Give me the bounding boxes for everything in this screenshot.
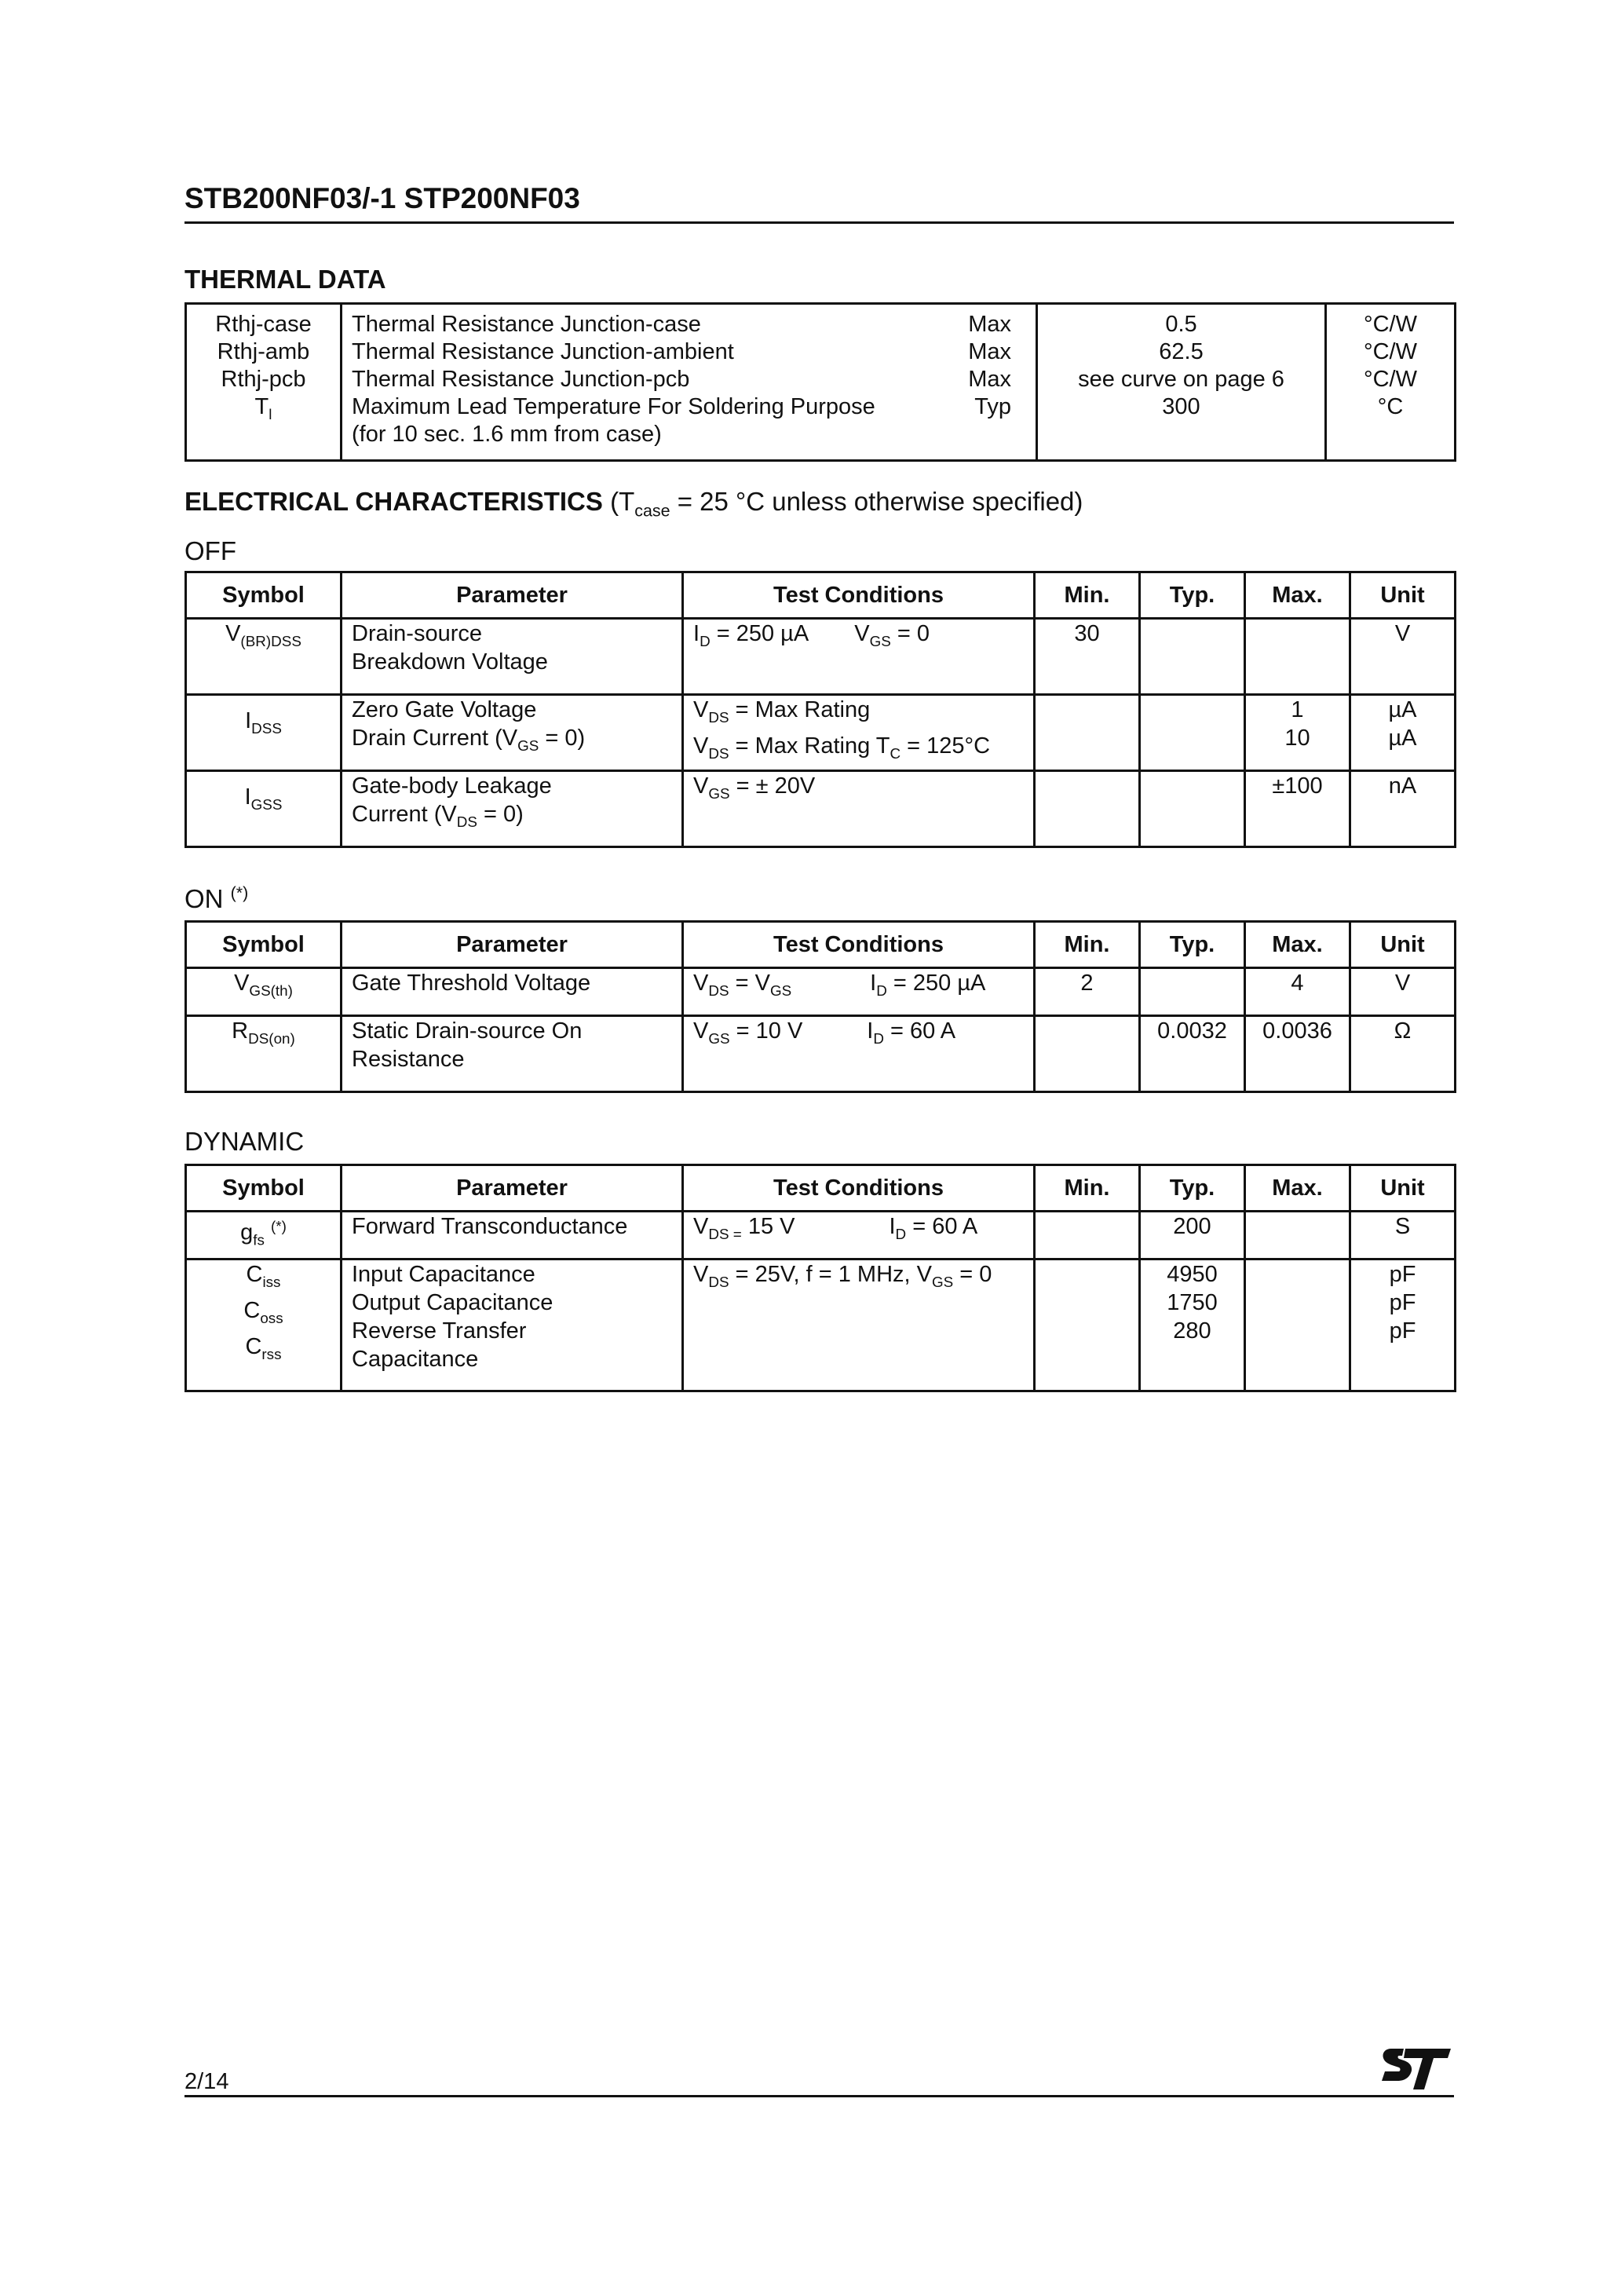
col-min: Min. [1035,1165,1140,1212]
col-unit: Unit [1350,572,1456,619]
test-conditions-cell: $V_{DS} = 25V$, f = 1 MHz, $V_{GS} = 0$ [683,1260,1035,1391]
min-cell [1035,771,1140,847]
col-min: Min. [1035,572,1140,619]
test-conditions-cell: $V_{DS =}$ 15 V $I_D = 60$ A [683,1212,1035,1260]
symbol-cell: $g_{fs}$ (*) [186,1212,342,1260]
thermal-parameters-cell [342,304,1037,461]
typ-cell: 4950 1750 280 [1140,1260,1245,1391]
table-row [186,771,1456,847]
col-max: Max. [1245,1165,1350,1212]
test-conditions-cell: $I_D = 250$ µA $V_{GS} = 0$ [683,619,1035,695]
col-test-conditions: Test Conditions [683,922,1035,968]
symbol-cell: $R_{DS(on)}$ [186,1016,342,1092]
max-cell: 4 [1245,968,1350,1016]
symbol-cell: $V_{GS(th)}$ [186,968,342,1016]
document-title: STB200NF03/-1 STP200NF03 [184,182,580,214]
min-cell: 2 [1035,968,1140,1016]
thermal-kind: Max [968,339,1011,364]
col-symbol: Symbol [186,922,342,968]
symbol-cell: $V_{(BR)DSS}$ [186,619,342,695]
col-symbol: Symbol [186,572,342,619]
max-cell: ±100 [1245,771,1350,847]
on-section-label: ON (*) [184,883,249,913]
col-min: Min. [1035,922,1140,968]
thermal-param: Thermal Resistance Junction-ambient [352,339,734,364]
parameter-cell: Drain-source Breakdown Voltage [342,619,683,695]
col-symbol: Symbol [186,1165,342,1212]
min-cell [1035,695,1140,771]
parameter-cell: Input Capacitance Output Capacitance Reverse Transfer Capacitance [342,1260,683,1391]
unit-cell: S [1350,1212,1456,1260]
col-parameter: Parameter [342,572,683,619]
unit-cell: Ω [1350,1016,1456,1092]
parameter-cell: Gate Threshold Voltage [342,968,683,1016]
max-cell [1245,1260,1350,1391]
test-conditions-cell: $V_{GS}$ = ± 20V [683,771,1035,847]
parameter-cell: Forward Transconductance [342,1212,683,1260]
test-conditions-cell: $V_{GS} = 10$ V $I_D = 60$ A [683,1016,1035,1092]
parameter-cell: Static Drain-source On Resistance [342,1016,683,1092]
thermal-data-heading: THERMAL DATA [184,265,386,294]
col-parameter: Parameter [342,1165,683,1212]
thermal-value: 300 [1162,394,1200,419]
symbol-cell: $I_{DSS}$ [186,695,342,771]
page-number: 2/14 [184,2069,229,2094]
thermal-unit: °C [1377,394,1404,419]
col-unit: Unit [1350,922,1456,968]
min-cell [1035,1212,1140,1260]
off-table [184,571,1456,848]
col-max: Max. [1245,572,1350,619]
typ-cell [1140,695,1245,771]
max-cell [1245,619,1350,695]
thermal-param: Maximum Lead Temperature For Soldering Purpose [352,394,875,419]
on-table [184,920,1456,1093]
thermal-symbol: $T_l$ [254,394,272,422]
thermal-value: 0.5 [1165,312,1197,337]
unit-cell: pF pF pF [1350,1260,1456,1391]
st-logo [1382,2046,1452,2093]
min-cell [1035,1260,1140,1391]
footer-divider [184,2095,1454,2097]
dynamic-section-label: DYNAMIC [184,1127,305,1156]
st-logo-icon [1382,2046,1452,2093]
table-row [186,1212,1456,1260]
col-test-conditions: Test Conditions [683,1165,1035,1212]
parameter-cell: Zero Gate Voltage Drain Current $(V_{GS} = 0)$ [342,695,683,771]
col-typ: Typ. [1140,572,1245,619]
thermal-unit: °C/W [1364,312,1417,337]
thermal-unit: °C/W [1364,367,1417,392]
typ-cell: 0.0032 [1140,1016,1245,1092]
thermal-param-note: (for 10 sec. 1.6 mm from case) [352,422,662,447]
thermal-param: Thermal Resistance Junction-case [352,312,701,337]
thermal-kind: Typ [974,394,1011,419]
thermal-symbol: Rthj-amb [217,339,310,364]
thermal-values-cell [1037,304,1326,461]
col-max: Max. [1245,922,1350,968]
thermal-param: Thermal Resistance Junction-pcb [352,367,690,392]
typ-cell [1140,771,1245,847]
unit-cell: V [1350,968,1456,1016]
min-cell [1035,1016,1140,1092]
col-parameter: Parameter [342,922,683,968]
thermal-kind: Max [968,312,1011,337]
max-cell: 0.0036 [1245,1016,1350,1092]
col-typ: Typ. [1140,1165,1245,1212]
col-test-conditions: Test Conditions [683,572,1035,619]
max-cell: 1 10 [1245,695,1350,771]
thermal-value: 62.5 [1159,339,1204,364]
table-row [186,619,1456,695]
test-conditions-cell: $V_{DS} = V_{GS}$ $I_D = 250$ µA [683,968,1035,1016]
max-cell [1245,1212,1350,1260]
typ-cell [1140,968,1245,1016]
header-divider [184,221,1454,224]
test-conditions-cell: $V_{DS}$ = Max Rating $V_{DS}$ = Max Rating $T_C = 125^\circ C$ [683,695,1035,771]
parameter-cell: Gate-body Leakage Current $(V_{DS} = 0)$ [342,771,683,847]
thermal-symbols-cell [186,304,342,461]
table-row [186,1016,1456,1092]
typ-cell [1140,619,1245,695]
unit-cell: V [1350,619,1456,695]
table-row [186,1260,1456,1391]
min-cell: 30 [1035,619,1140,695]
col-typ: Typ. [1140,922,1245,968]
thermal-symbol: Rthj-case [215,312,312,337]
thermal-symbol: Rthj-pcb [221,367,306,392]
unit-cell: nA [1350,771,1456,847]
col-unit: Unit [1350,1165,1456,1212]
thermal-units-cell [1326,304,1456,461]
typ-cell: 200 [1140,1212,1245,1260]
electrical-characteristics-heading: ELECTRICAL CHARACTERISTICS ($T_{case} = 25$ °C unless otherwise specified) [184,487,1083,521]
table-row [186,968,1456,1016]
off-section-label: OFF [184,536,236,565]
symbol-cell: $I_{GSS}$ [186,771,342,847]
table-row [186,695,1456,771]
thermal-unit: °C/W [1364,339,1417,364]
dynamic-table [184,1164,1456,1392]
unit-cell: µA µA [1350,695,1456,771]
symbol-cell: $C_{iss}$ $C_{oss}$ $C_{rss}$ [186,1260,342,1391]
thermal-kind: Max [968,367,1011,392]
thermal-data-table [184,302,1456,462]
thermal-value: see curve on page 6 [1078,367,1284,392]
